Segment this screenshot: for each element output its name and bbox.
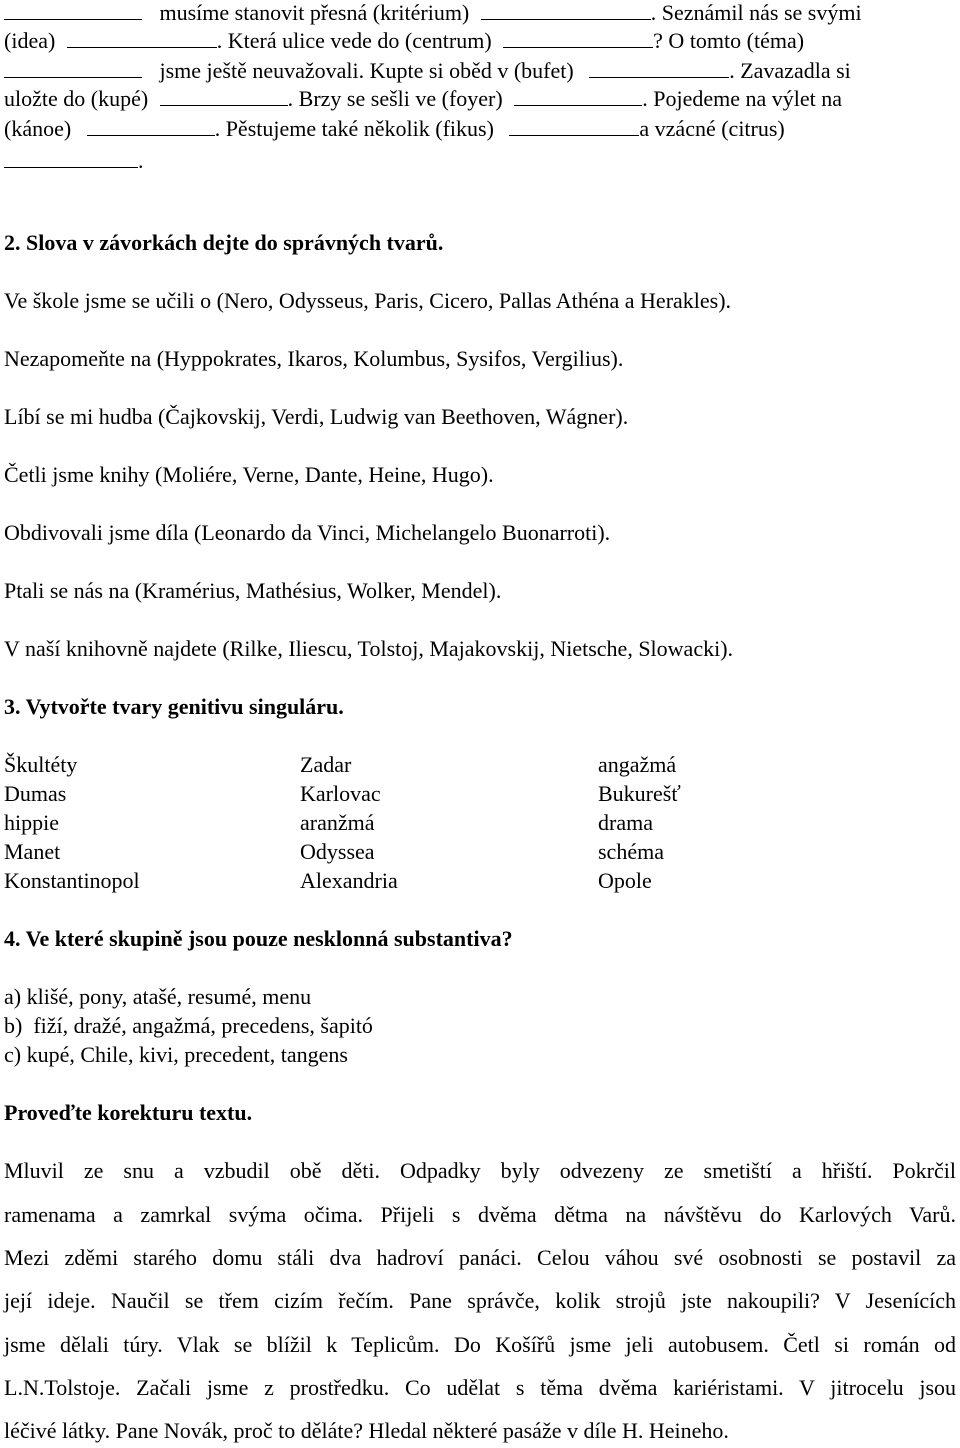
word: Bukurešť [598, 781, 681, 806]
word: Odyssea [300, 839, 375, 864]
word: Škultéty [4, 752, 78, 777]
answer-blank[interactable] [160, 87, 288, 106]
word: drama [598, 810, 653, 835]
word: Alexandria [300, 868, 398, 893]
correction-text-line: Mluvil ze snu a vzbudil obě děti. Odpadky byly odvezeny ze smetiští a hřiští. Pokrčil [4, 1158, 956, 1183]
answer-blank[interactable] [481, 1, 651, 20]
word: Dumas [4, 781, 67, 806]
correction-text-line: léčivé látky. Pane Novák, proč to děláte? Hledal některé pasáže v díle H. Heineho. [4, 1418, 729, 1443]
word: Opole [598, 868, 652, 893]
answer-blank[interactable] [503, 29, 653, 48]
word: hippie [4, 810, 59, 835]
word: schéma [598, 839, 664, 864]
ex1-line-4: uložte do (kupé) . Brzy se sešli ve (foyer) . Pojedeme na výlet na [4, 86, 842, 111]
answer-blank[interactable] [4, 59, 142, 78]
answer-blank[interactable] [87, 117, 215, 136]
exercise-4-heading: 4. Ve které skupině jsou pouze nesklonná substantiva? [4, 926, 513, 951]
word: Karlovac [300, 781, 381, 806]
sentence: Četli jsme knihy (Moliére, Verne, Dante, Heine, Hugo). [4, 462, 494, 487]
word: angažmá [598, 752, 677, 777]
correction-text-line: ramenama a zamrkal svýma očima. Přijeli s dvěma dětma na návštěvu do Karlových Varů. [4, 1202, 956, 1227]
correction-text-line: Mezi zděmi starého domu stáli dva hadroví panáci. Celou váhou své osobnosti se postavil za [4, 1245, 956, 1270]
sentence: Obdivovali jsme díla (Leonardo da Vinci, Michelangelo Buonarroti). [4, 520, 611, 545]
correction-text-line: jsme dělali túry. Vlak se blížil k Teplicům. Do Košířů jsme jeli autobusem. Četl si román od [4, 1332, 956, 1357]
ex1-line-5: (kánoe) . Pěstujeme také několik (fikus) a vzácné (citrus) [4, 116, 785, 141]
exercise-5-heading: Proveďte korekturu textu. [4, 1100, 253, 1125]
ex1-line-1: musíme stanovit přesná (kritérium) . Seznámil nás se svými [4, 0, 862, 26]
word-column-2 [300, 752, 398, 894]
word: Zadar [300, 752, 352, 777]
option-a: a) klišé, pony, atašé, resumé, menu [4, 984, 312, 1009]
ex1-line-3: jsme ještě neuvažovali. Kupte si oběd v (bufet) . Zavazadla si [4, 58, 851, 84]
answer-blank[interactable] [589, 59, 729, 78]
sentence: V naší knihovně najdete (Rilke, Iliescu, Tolstoj, Majakovskij, Nietsche, Slowacki). [4, 636, 734, 661]
word: Konstantinopol [4, 868, 140, 893]
sentence: Líbí se mi hudba (Čajkovskij, Verdi, Ludwig van Beethoven, Wágner). [4, 404, 629, 429]
ex1-line-2: (idea) . Která ulice vede do (centrum) ? O tomto (téma) [4, 28, 805, 53]
answer-blank[interactable] [509, 117, 639, 136]
sentence: Ptali se nás na (Kramérius, Mathésius, Wolker, Mendel). [4, 578, 502, 603]
exercise-2-heading: 2. Slova v závorkách dejte do správných tvarů. [4, 230, 444, 255]
answer-blank[interactable] [4, 1, 142, 20]
word: Manet [4, 839, 61, 864]
correction-text-line: její ideje. Naučil se třem cizím řečím. Pane správče, kolik strojů jste nakoupili? V Jesenících [4, 1288, 956, 1313]
option-c: c) kupé, Chile, kivi, precedent, tangens [4, 1042, 348, 1067]
option-b: b) fiží, dražé, angažmá, precedens, šapitó [4, 1013, 373, 1038]
word-column-1 [4, 752, 140, 894]
word: aranžmá [300, 810, 375, 835]
sentence: Ve škole jsme se učili o (Nero, Odysseus, Paris, Cicero, Pallas Athéna a Herakles). [4, 288, 732, 313]
answer-blank[interactable] [67, 29, 217, 48]
sentence: Nezapomeňte na (Hyppokrates, Ikaros, Kolumbus, Sysifos, Vergilius). [4, 346, 624, 371]
answer-blank[interactable] [4, 149, 138, 168]
answer-blank[interactable] [514, 87, 642, 106]
exercise-3-heading: 3. Vytvořte tvary genitivu singuláru. [4, 694, 344, 719]
ex1-line-6: . [4, 148, 144, 174]
word-column-3 [598, 752, 681, 894]
correction-text-line: L.N.Tolstoje. Začali jsme z prostředku. Co udělat s těma dvěma kariéristami. V jitrocelu jsou [4, 1375, 956, 1400]
